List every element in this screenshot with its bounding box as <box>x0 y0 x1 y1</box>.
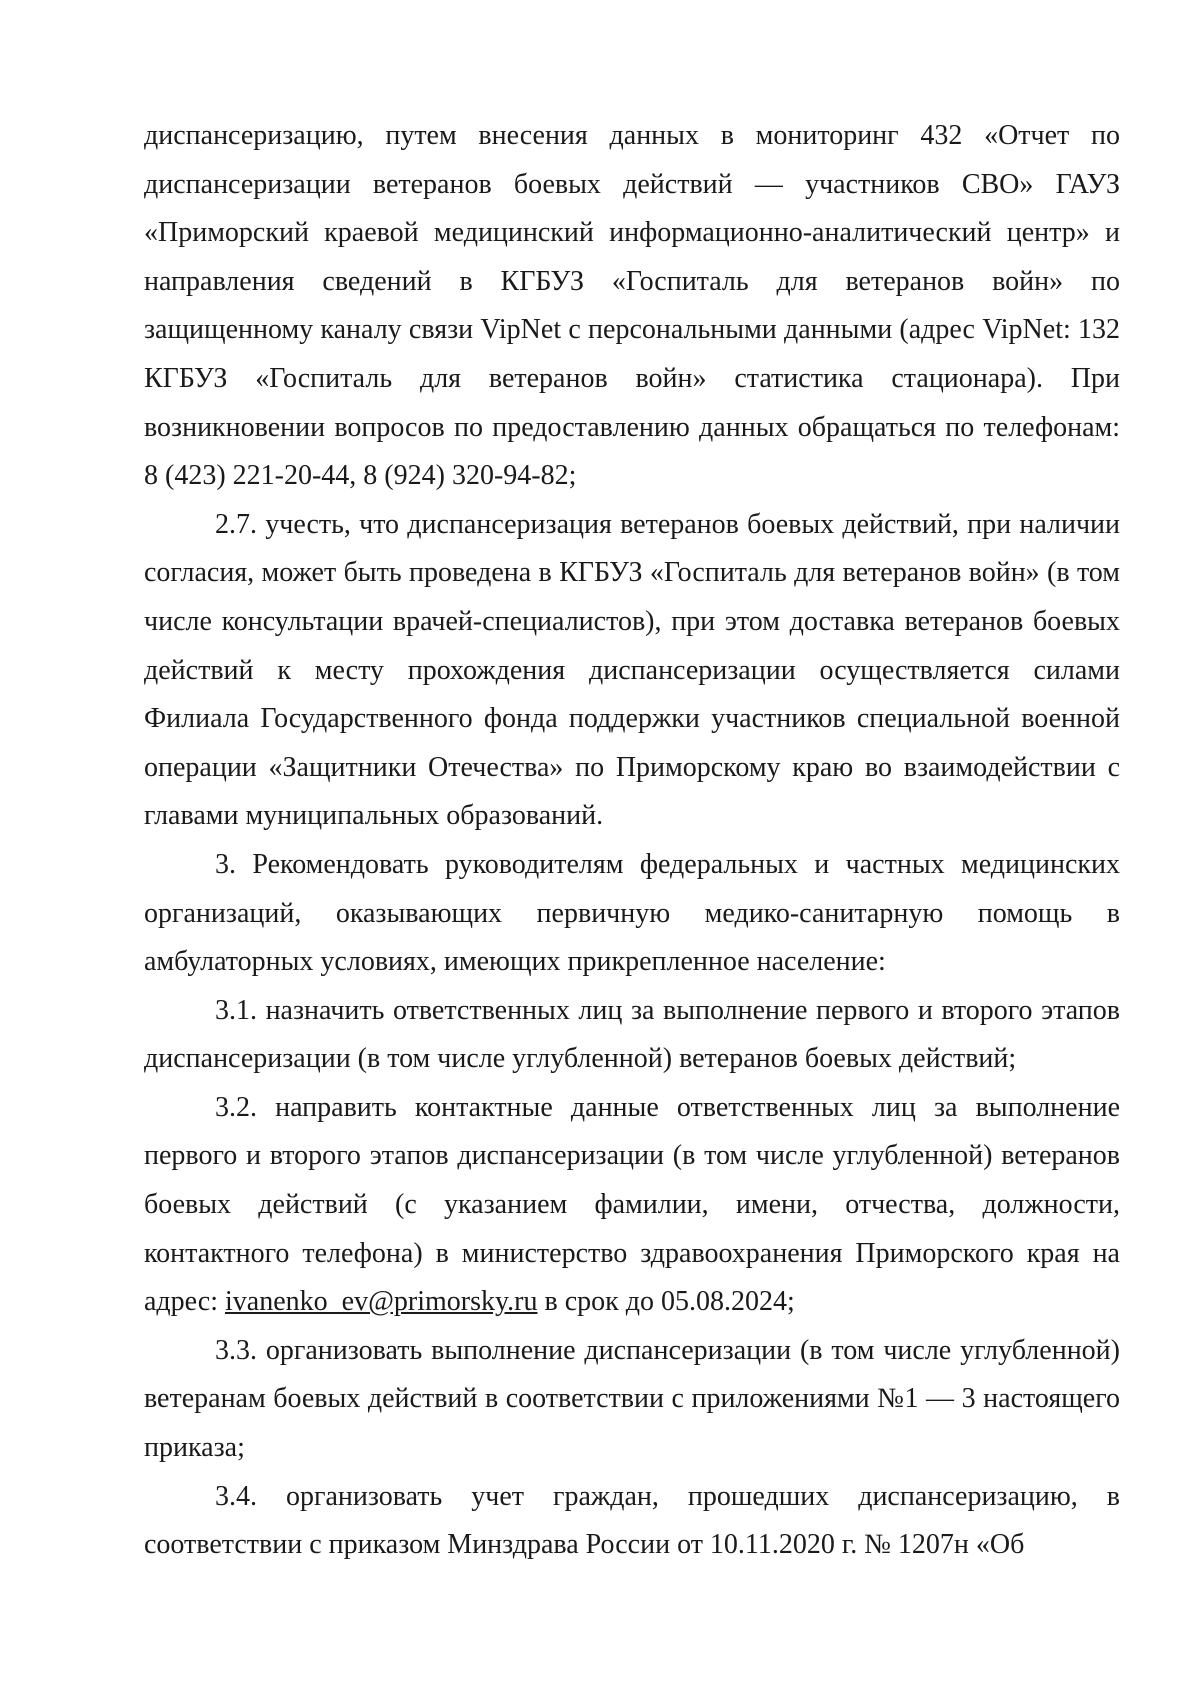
paragraph-3-2 <box>144 1084 1120 1327</box>
paragraph-3-3: 3.3. организовать выполнение диспансеризации (в том числе углубленной) ветеранам боевых действий в соответствии с приложениями №1 — 3 настоящего приказа; <box>144 1334 1120 1464</box>
email-link[interactable]: ivanenko_ev@primorsky.ru <box>225 1286 538 1318</box>
paragraph-3-2-text: 3.2. направить контактные данные ответственных лиц за выполнение первого и второго этапов диспансеризации (в том числе углубленной) ветеранов боевых действий (с указанием фамилии, имени, отчества, должности, контактного телефона) в министерство здравоохранения Приморского края на адрес: <box>144 1091 1120 1318</box>
document-body <box>144 112 1120 1570</box>
paragraph-3-1: 3.1. назначить ответственных лиц за выполнение первого и второго этапов диспансеризации (в том числе углубленной) ветеранов боевых действий; <box>144 994 1120 1075</box>
paragraph-2-7: 2.7. учесть, что диспансеризация ветеранов боевых действий, при наличии согласия, может быть проведена в КГБУЗ «Госпиталь для ветеранов войн» (в том числе консультации врачей-специалистов), при этом доставка ветеранов боевых действий к месту прохождения диспансеризации осуществляется силами Филиала Государственного фонда поддержки участников специальной военной операции «Защитники Отечества» по Приморскому краю во взаимодействии с главами муниципальных образований. <box>144 508 1120 832</box>
paragraph-3: 3. Рекомендовать руководителям федеральных и частных медицинских организаций, оказывающих первичную медико-санитарную помощь в амбулаторных условиях, имеющих прикрепленное население: <box>144 848 1120 978</box>
paragraph-3-4: 3.4. организовать учет граждан, прошедших диспансеризацию, в соответствии с приказом Минздрава России от 10.11.2020 г. № 1207н «Об <box>144 1480 1120 1561</box>
paragraph-3-2-deadline: в срок до 05.08.2024; <box>537 1286 795 1318</box>
paragraph-continuation: диспансеризацию, путем внесения данных в мониторинг 432 «Отчет по диспансеризации ветеранов боевых действий — участников СВО» ГАУЗ «Приморский краевой медицинский информационно-аналитический центр» и направления сведений в КГБУЗ «Госпиталь для ветеранов войн» по защищенному каналу связи VipNet с персональными данными (адрес VipNet: 132 КГБУЗ «Госпиталь для ветеранов войн» статистика стационара). При возникновении вопросов по предоставлению данных обращаться по телефонам: 8 (423) 221-20-44, 8 (924) 320-94-82; <box>144 120 1120 492</box>
